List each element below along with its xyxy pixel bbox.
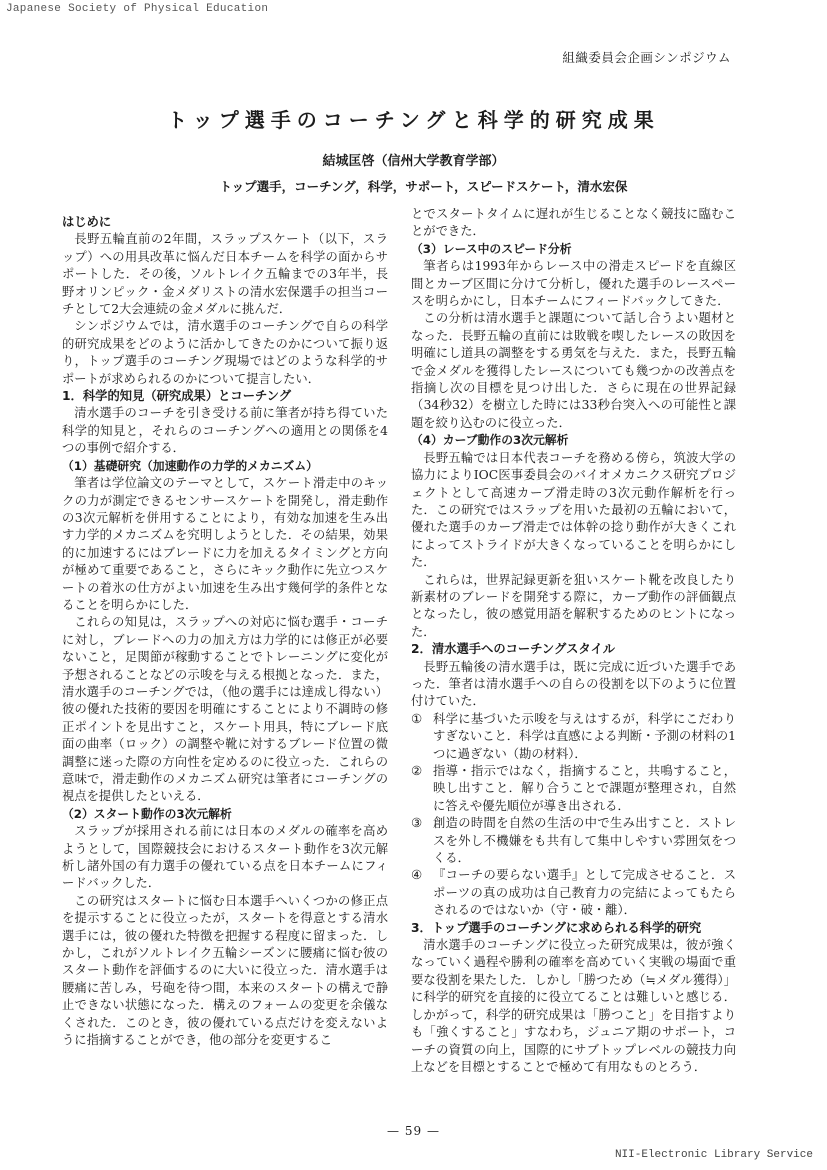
intro-paragraph-1: 長野五輪直前の2年間，スラップスケート（以下，スラップ）への用具改革に悩んだ日本チームを科学の面からサポートした．その後，ソルトレイク五輪までの3年半，長野オリンピック・金メダリストの清水宏保選手の担当コーチとして2大会連続の金メダルに挑んだ． (62, 232, 388, 317)
list-text: 創造の時間を自然の生活の中で生み出すこと．ストレスを外し不機嫌をも共有して集中しやすい雰囲気をつくる． (433, 816, 736, 866)
list-marker: ② (411, 764, 423, 778)
list-item (411, 815, 736, 867)
list-marker: ③ (411, 816, 423, 831)
library-footer: NII-Electronic Library Service (614, 1149, 813, 1161)
subsection-2-paragraph-2: この研究はスタートに悩む日本選手へいくつかの修正点を提示することに役立ったが，スタートを得意とする清水選手には，彼の優れた特徴を把握する程度に留まった．しかし，これがソルトレイク五輪シーズンに腰痛に悩む彼のスタート動作を評価するのに大いに役立った．清水選手は腰痛に苦しみ，号砲を待つ間，本来のスタートの構えで静止できない状態になった．構えのフォームの変更を余儀なくされた．このとき，彼の優れている点だけを変えないように指摘することができ，他の部分を変更するこ (62, 893, 388, 1048)
society-header: Japanese Society of Physical Education (6, 3, 269, 15)
left-column (62, 214, 388, 1114)
list-item (411, 711, 736, 763)
list-text: 指導・指示ではなく，指摘すること，共鳴すること，映し出すこと．解り合うことで課題が整理され，自然に答えや優先順位が導き出される． (433, 764, 736, 813)
list-text: 『コーチの要らない選手』として完成させること．スポーツの真の成功は自己教育力の完結によってもたらされるのではないか（守・破・離）． (433, 868, 736, 918)
subsection-3-paragraph-1: 筆者らは1993年からレース中の滑走スピードを直線区間とカーブ区間に分けて分析し，優れた選手のレースペースを明らかにし，日本チームにフィードバックしてきた． (411, 259, 736, 309)
section-1-heading: 1．科学的知見（研究成果）とコーチング (62, 389, 292, 404)
subsection-4-heading: （4）カーブ動作の3次元解析 (411, 433, 569, 448)
continued-paragraph: とでスタートタイムに遅れが生じることなく競技に臨むことができた． (411, 207, 736, 239)
subsection-3-paragraph-2: この分析は清水選手と課題について話し合うよい題材となった．長野五輪の直前には敗戦を喫したレースの敗因を明確にし道具の調整をする勇気を与えた．また，長野五輪で金メダルを獲得したレースについても幾つかの改善点を指摘し次の目標を見つけ出した．さらに現在の世界記録（34秒32）を樹立した時には33秒台突入への可能性と課題を絞り込むのに役立った． (411, 311, 736, 430)
section-2-heading: 2．清水選手へのコーチングスタイル (411, 642, 616, 657)
subsection-3-heading: （3）レース中のスピード分析 (411, 241, 572, 256)
list-text: 科学に基づいた示唆を与えはするが，科学にこだわりすぎないこと．科学は直感による判断・予測の材料の1つに過ぎない（勘の材料）． (433, 711, 736, 761)
section-1-paragraph: 清水選手のコーチを引き受ける前に筆者が持ち得ていた科学的知見と，それらのコーチングへの適用との関係を4つの事例で紹介する． (62, 406, 388, 456)
right-column (411, 206, 736, 1106)
subsection-2-paragraph-1: スラップが採用される前には日本のメダルの確率を高めようとして，国際競技会におけるスタート動作を3次元解析し諸外国の有力選手の優れている点を日本チームにフィードバックした． (62, 824, 388, 891)
intro-heading: はじめに (62, 215, 112, 229)
section-3-paragraph: 清水選手のコーチングに役立った研究成果は，彼が強くなっていく過程や勝利の確率を高めていく実戦の場面で重要な役割を果たした．しかし「勝つため（≒メダル獲得）」に科学的研究を直接的に役立てることは難しいと感じる．しかがって，科学的研究成果は「勝つこと」を目指すよりも「強くすること」すなわち，ジュニア期のサポート，コーチの資質の向上，国際的にサブトップレベルの競技力向上などを目標とすることで極めて有用なものとろう． (411, 938, 736, 1074)
symposium-label: 組織委員会企画シンポジウム (562, 50, 731, 65)
page-number: — 59 — (387, 1124, 440, 1138)
paper-title: トップ選手のコーチングと科学的研究成果 (167, 108, 660, 132)
list-marker: ④ (411, 868, 423, 883)
role-list (411, 711, 736, 920)
subsection-1-heading: （1）基礎研究（加速動作の力学的メカニズム） (62, 458, 318, 473)
subsection-1-paragraph-2: これらの知見は，スラップへの対応に悩む選手・コーチに対し，ブレードへの力の加え方は力学的には修正が必要ないこと，足関節が稼動することでトレーニングに変化が予想されることなどの示唆を与える根拠となった．また，清水選手のコーチングでは，（他の選手には達成し得ない）彼の優れた技術的要因を明確にすることにより不調時の修正ポイントを見出すこと，スケート用具，特にブレード底面の曲率（ロック）の調整や靴に対するブレード位置の微調整に迷った際の方向性を定めるのに役立った．これらの意味で，滑走動作のメカニズム研究は筆者にコーチングの視点を提供したといえる． (62, 615, 388, 804)
subsection-4-paragraph-1: 長野五輪では日本代表コーチを務める傍ら，筑波大学の協力によりIOC医事委員会のバイオメカニクス研究プロジェクトとして高速カーブ滑走時の3次元動作解析を行った．この研究ではスラップを用いた最初の五輪において，優れた選手のカーブ滑走では体幹の捻り動作が大きくこれによってストライドが大きくなっていることを明らかにした． (411, 450, 736, 570)
section-2-paragraph: 長野五輪後の清水選手は，既に完成に近づいた選手であった．筆者は清水選手への自らの役割を以下のように位置付けていた． (411, 659, 736, 709)
subsection-1-paragraph-1: 筆者は学位論文のテーマとして，スケート滑走中のキックの力が測定できるセンサースケートを開発し，滑走動作の3次元解析を併用することにより，有効な加速を生み出す力学的メカニズムを究明しようとした．その結果，効果的に加速するにはブレードに力を加えるタイミングと方向が極めて重要であること，さらにキック動作に先立つスケートの着氷の仕方がよい加速を生み出す幾何学的条件となることを明らかにした． (62, 476, 388, 612)
subsection-2-heading: （2）スタート動作の3次元解析 (62, 806, 232, 821)
author-line: 結城匡啓（信州大学教育学部） (322, 154, 505, 169)
intro-paragraph-2: シンポジウムでは，清水選手のコーチングで自らの科学的研究成果をどのように活かしてきたのかについて振り返り，トップ選手のコーチング現場ではどのような科学的サポートが求められるのかについて提言したい． (62, 319, 388, 386)
keywords-line: トップ選手，コーチング，科学，サポート，スピードスケート，清水宏保 (219, 179, 628, 194)
list-marker: ① (411, 711, 423, 726)
list-item (411, 867, 736, 919)
list-item (411, 763, 736, 815)
section-3-heading: 3．トップ選手のコーチングに求められる科学的研究 (411, 920, 702, 935)
subsection-4-paragraph-2: これらは，世界記録更新を狙いスケート靴を改良したり新素材のブレードを開発する際に，カーブ動作の評価観点となったし，彼の感覚用語を解釈するためのヒントになった． (411, 572, 736, 639)
